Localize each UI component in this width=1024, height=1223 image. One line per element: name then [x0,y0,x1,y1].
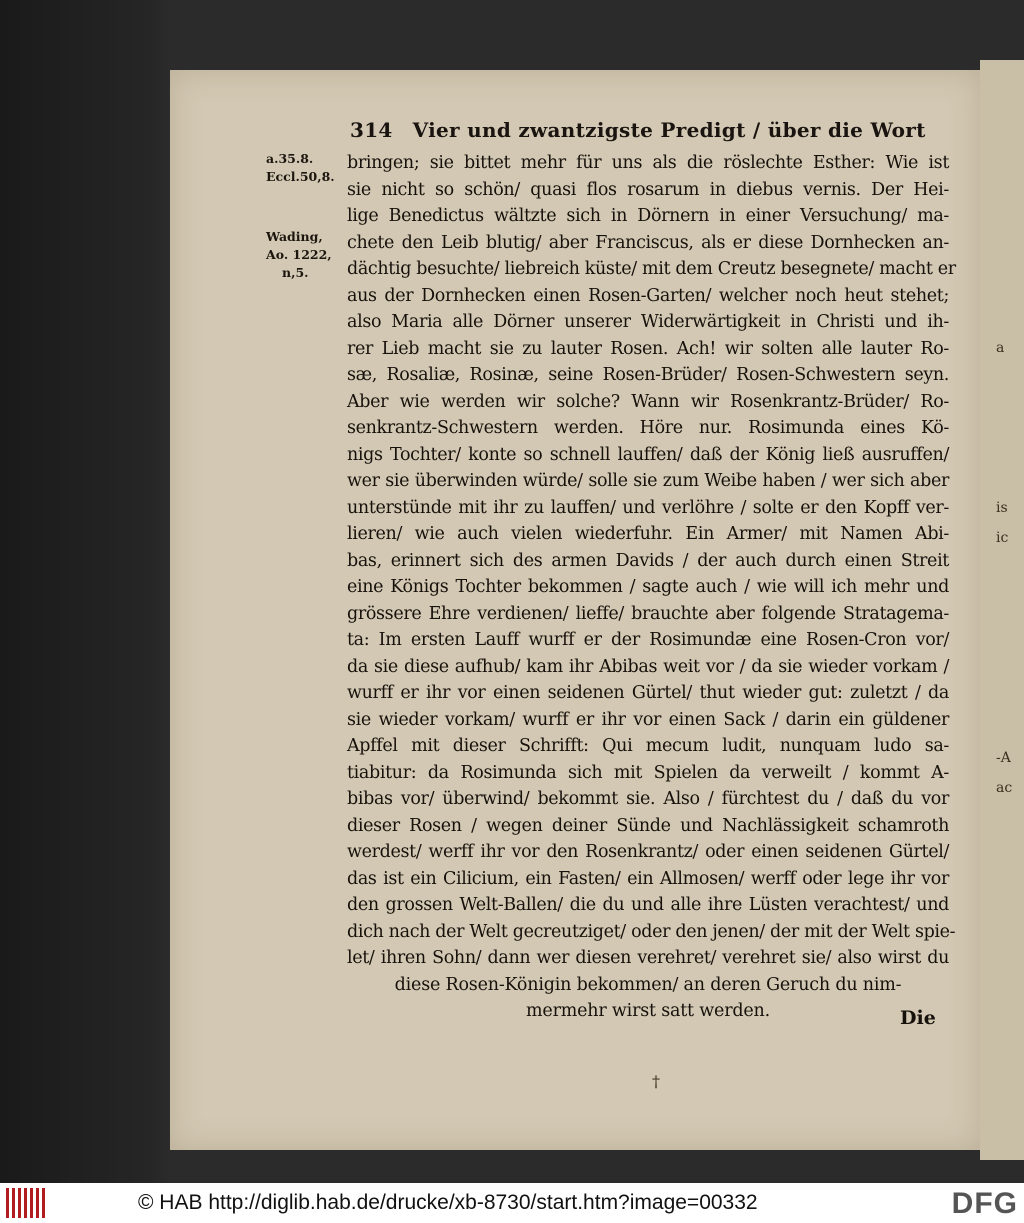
margin-note: n,5. [282,265,309,280]
text-line: lige Benedictus wältzte sich in Dörnern in einer Versuchung/ ma- [347,206,949,226]
text-line: wurff er ihr vor einen seidenen Gürtel/ thut wieder gut: zuletzt / da [347,683,949,703]
text-line: bas, erinnert sich des armen Davids / der auch durch einen Streit [347,550,949,571]
text-line: werdest/ werff ihr vor den Rosenkrantz/ oder einen seidenen Gürtel/ [347,842,949,862]
text-line: also Maria alle Dörner unserer Widerwärtigkeit in Christi und ih- [347,312,949,332]
page-number: 314 [350,118,393,142]
text-line: grössere Ehre verdienen/ lieffe/ brauchte aber folgende Stratagema- [347,603,949,624]
text-line: sæ, Rosaliæ, Rosinæ, seine Rosen-Brüder/ Rosen-Schwestern seyn. [347,365,949,385]
text-line: unterstünde mit ihr zu lauffen/ und verlöhre / solte er den Kopff ver- [347,497,949,518]
text-line: bringen; sie bittet mehr für uns als die röslechte Esther: Wie ist [347,153,949,173]
text-line: dieser Rosen / wegen deiner Sünde und Nachlässigkeit schamroth [347,815,949,836]
margin-note: Ao. 1222, [266,247,332,262]
text-line: sie nicht so schön/ quasi flos rosarum in diebus vernis. Der Hei- [347,179,949,200]
running-head-title: Vier und zwantzigste Predigt / über die Wort [412,118,926,142]
closing-line: mermehr wirst satt werden. [526,1001,770,1021]
text-line: da sie diese aufhub/ kam ihr Abibas weit vor / da sie wieder vorkam / [347,656,949,677]
page-ornament: † [652,1072,660,1091]
facing-page-fragment: -A [996,750,1011,766]
footer-bar [0,1183,1024,1223]
margin-notes [266,150,346,282]
hab-logo-icon [6,1188,46,1218]
text-line: Aber wie werden wir solche? Wann wir Rosenkrantz-Brüder/ Ro- [347,391,949,412]
text-line: let/ ihren Sohn/ dann wer diesen verehret/ verehret sie/ also wirst du [347,948,949,968]
text-line: tiabitur: da Rosimunda sich mit Spielen da verweilt / kommt A- [347,762,949,783]
margin-note-spacer [266,186,346,228]
body-text [347,150,956,1025]
text-line: chete den Leib blutig/ aber Franciscus, als er diese Dornhecken an- [347,232,949,253]
text-line: wer sie überwinden würde/ solle sie zum Weibe haben / wer sich aber [347,471,949,491]
text-line: nigs Tochter/ konte so schnell lauffen/ daß der König ließ ausruffen/ [347,444,949,465]
text-line: bibas vor/ überwind/ bekommt sie. Also / fürchtest du / daß du vor [347,789,949,809]
facing-page-fragment: ic [996,530,1009,546]
text-line: sie wieder vorkam/ wurff er ihr vor einen Sack / darin ein güldener [347,709,949,730]
margin-note: Wading, [266,229,323,244]
text-line: rer Lieb macht sie zu lauter Rosen. Ach! wir solten alle lauter Ro- [347,338,949,359]
facing-page-fragment: a [996,340,1005,356]
dfg-logo: DFG [951,1187,1018,1220]
text-line: dächtig besuchte/ liebreich küste/ mit dem Creutz besegnete/ macht er [347,259,956,279]
text-line: das ist ein Cilicium, ein Fasten/ ein Allmosen/ werff oder lege ihr vor [347,868,949,889]
catchword: Die [900,1007,936,1029]
text-line: lieren/ wie auch vielen wiederfuhr. Ein Armer/ mit Namen Abi- [347,524,949,544]
text-line: den grossen Welt-Ballen/ die du und alle ihre Lüsten verachtest/ und [347,895,949,915]
margin-note: a.35.8. [266,151,314,166]
text-line: eine Königs Tochter bekommen / sagte auch / wie will ich mehr und [347,577,949,597]
text-line: Apffel mit dieser Schrifft: Qui mecum ludit, nunquam ludo sa- [347,736,949,756]
footer-url[interactable]: © HAB http://diglib.hab.de/drucke/xb-8730/start.htm?image=00332 [138,1191,758,1214]
facing-page-edge [980,60,1024,1160]
facing-page-fragment: is [996,500,1008,516]
text-line: ta: Im ersten Lauff wurff er der Rosimundæ eine Rosen-Cron vor/ [347,630,949,650]
text-line: senkrantz-Schwestern werden. Höre nur. Rosimunda eines Kö- [347,418,949,438]
running-head [350,118,926,142]
text-line: dich nach der Welt gecreutziget/ oder den jenen/ der mit der Welt spie- [347,921,956,942]
facing-page-fragment: ac [996,780,1013,796]
margin-note: Eccl.50,8. [266,169,335,184]
closing-line: diese Rosen-Königin bekommen/ an deren Geruch du nim- [394,974,902,995]
text-line: aus der Dornhecken einen Rosen-Garten/ welcher noch heut stehet; [347,285,949,306]
